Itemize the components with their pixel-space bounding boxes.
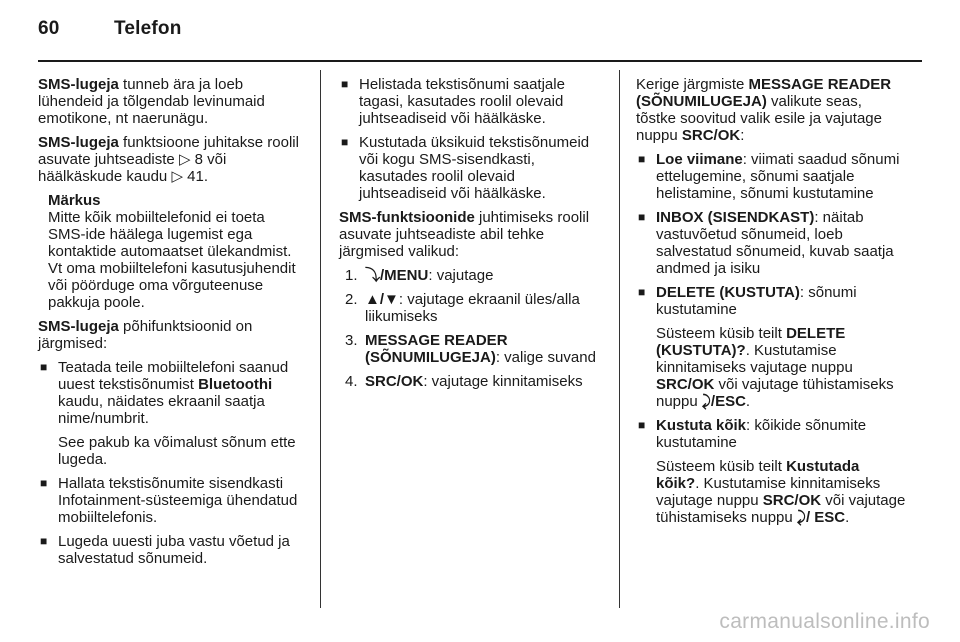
option-list [636,151,906,526]
hang-up-icon: ⤸ [796,509,806,526]
header-rule [38,60,922,62]
list-item [636,284,906,410]
list-item [636,209,906,277]
paragraph [38,76,304,127]
term: SRC/OK [681,127,741,144]
term: SMS-lugeja [38,76,119,93]
paragraph [339,209,605,260]
column-3 [636,76,906,533]
paragraph [38,318,304,352]
term: Kustuta kõik [656,417,747,434]
step-item [339,332,605,366]
list-item [636,417,906,526]
step-item [339,267,605,284]
step-number: 4. [345,373,358,390]
text: : näitab vastuvõetud sõnumeid, loeb salvestatud sõnumeid, kuvab saatja andmed ja isiku [656,209,894,277]
feature-list [38,359,304,567]
text: : sõnumi kustutamine [656,284,857,318]
step-number: 1. [345,267,358,284]
paragraph [636,76,906,144]
text: . Kustutamise kinnitamiseks vajutage nuppu [656,475,881,509]
hang-up-icon: ⤸ [701,393,711,410]
page-number: 60 [38,18,60,39]
column-divider [320,70,321,608]
list-item: ■ Lugeda uuesti juba vastu võetud ja salvestatud sõnumeid. [38,533,304,567]
text: . [745,393,751,410]
list-item: ■ Hallata tekstisõnumite sisendkasti Infotainment-süsteemiga ühendatud mobiiltelefonis. [38,475,304,526]
list-item [636,151,906,202]
text: põhifunktsioonid on järgmised: [38,318,253,352]
text: funktsioone juhitakse roolil asuvate juhtseadiste [38,134,299,168]
sub-text [656,325,906,410]
term: DELETE (KUSTUTA)? [656,325,846,359]
term: MESSAGE READER (SÕNUMILUGEJA) [365,332,508,366]
term: SRC/OK [656,376,715,393]
note-box [48,192,304,311]
term: SRC/OK [762,492,822,509]
text: Teatada teile mobiiltelefoni saanud uuest tekstisõnumist [58,359,289,393]
sub-text [656,458,906,526]
text: . [203,168,208,185]
text: : kõikide sõnumite kustutamine [656,417,867,451]
page-ref[interactable]: 8 [194,151,203,168]
column-1 [38,76,304,574]
page-ref-icon: ▷ [178,151,195,168]
term: /MENU [380,267,429,284]
text: Süsteem küsib teilt [656,458,787,475]
term: MESSAGE READER (SÕNUMILUGEJA) [636,76,892,110]
term: SMS-funktsioonide [339,209,475,226]
step-number: 2. [345,291,358,308]
text: . [845,509,850,526]
term: Kustutada kõik? [656,458,860,492]
text: juhtimiseks roolil asuvate juhtseadiste abil tehke järgmised valikud: [339,209,590,260]
term: DELETE (KUSTUTA) [656,284,800,301]
step-number: 3. [345,332,358,349]
text: . Kustutamise kinnitamiseks vajutage nuppu [656,342,853,376]
page-header [38,18,182,40]
text: või vajutage tühistamiseks nuppu [656,376,894,410]
column-divider [619,70,620,608]
note-title: Märkus [48,192,101,209]
text: tunneb ära ja loeb lühendeid ja tõlgendab levinumaid emotikone, nt naerunägu. [38,76,265,127]
term: INBOX (SISENDKAST) [656,209,815,226]
note-text: Mitte kõik mobiiltelefonid ei toeta SMS-ide häälega lugemist ega kontaktide automaatset ülekandmist. Vt oma mobiiltelefoni kasutusjuhendit või pöörduge oma võrguteenuse pakkuja poole. [48,209,296,311]
term: SRC/OK [365,373,424,390]
page-ref-icon: ▷ [171,168,188,185]
term: SMS-lugeja [38,318,119,335]
text: : [740,127,745,144]
list-item: ■ Kustutada üksikuid tekstisõnumeid või kogu SMS-sisendkasti, kasutades roolil olevaid juhtseadiseid või häälkäske. [339,134,605,202]
term: Loe viimane [656,151,743,168]
step-item [339,373,605,390]
list-item: ■ Helistada tekstisõnumi saatjale tagasi, kasutades roolil olevaid juhtseadiseid või häälkäske. [339,76,605,127]
phone-menu-icon: ⤵ [365,267,381,284]
text: : valige suvand [495,349,596,366]
term: /ESC [710,393,746,410]
text: : vajutage kinnitamiseks [423,373,583,390]
term: / ESC [805,509,846,526]
text: või häälkäskude kaudu [38,151,227,185]
watermark: carmanualsonline.info [719,610,930,633]
text: Kerige järgmiste [636,76,749,93]
step-item [339,291,605,325]
list-item [38,359,304,468]
up-down-arrows-icon: ▲/▼ [365,291,399,308]
text: valikute seas, tõstke soovitud valik esile ja vajutage nuppu [636,93,882,144]
text: : vajutage ekraanil üles/alla liikumiseks [365,291,580,325]
feature-list [339,76,605,202]
page-title: Telefon [114,18,182,39]
term: SMS-lugeja [38,134,119,151]
text: : vajutage [428,267,494,284]
paragraph [38,134,304,185]
page-ref[interactable]: 41 [187,168,204,185]
sub-text: See pakub ka võimalust sõnum ette lugeda. [58,434,296,468]
text: Süsteem küsib teilt [656,325,787,342]
text: kaudu, näidates ekraanil saatja nime/numbrit. [58,393,265,427]
term: Bluetoothi [198,376,273,393]
text: või vajutage tühistamiseks nuppu [656,492,906,526]
text: : viimati saadud sõnumi ettelugemine, sõnumi saatjale helistamine, sõnumi kustutamine [656,151,900,202]
column-2 [339,76,605,397]
steps-list [339,267,605,390]
